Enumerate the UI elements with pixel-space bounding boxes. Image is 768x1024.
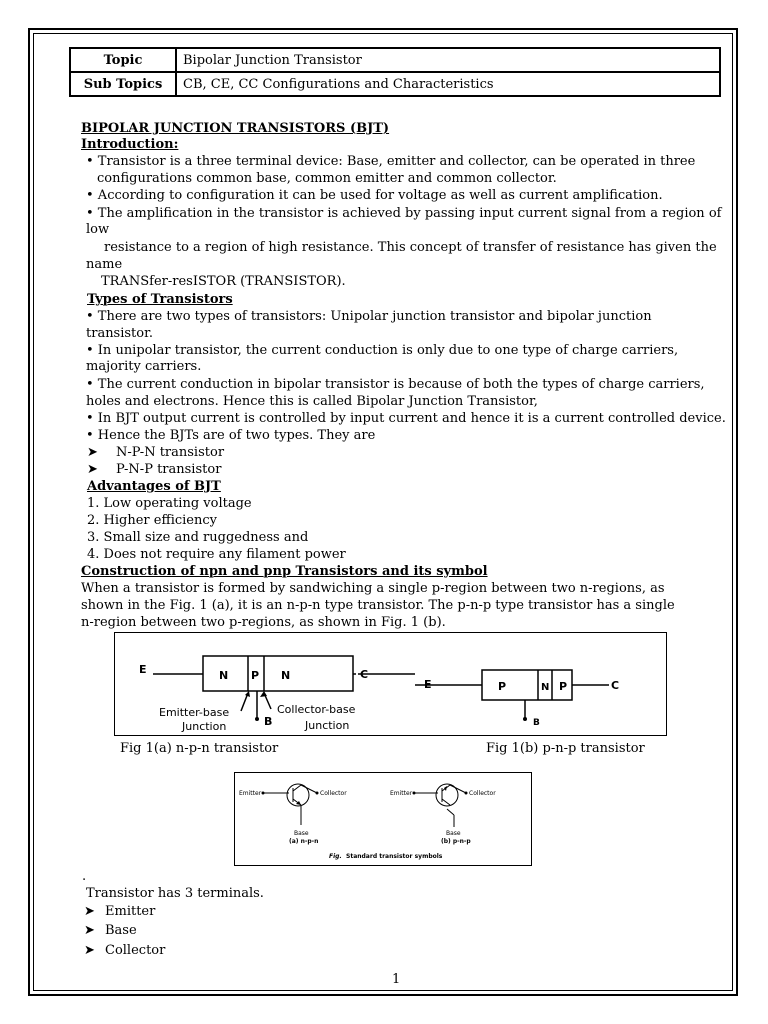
construction-line: n-region between two p-regions, as shown in Fig. 1 (b).: [81, 615, 446, 630]
construction-line: shown in the Fig. 1 (a), it is an n-p-n type transistor. The p-n-p type transistor has a single: [81, 598, 675, 613]
figure1-diagram: [115, 633, 668, 737]
document-title: BIPOLAR JUNCTION TRANSISTORS (BJT): [81, 121, 390, 136]
npn-e-label: E: [139, 663, 147, 676]
intro-line: resistance to a region of high resistance. This concept of transfer of resistance has given the: [104, 240, 717, 255]
types-line: majority carriers.: [86, 359, 202, 374]
advantage-item: 3. Small size and ruggedness and: [87, 530, 309, 545]
figure2-symbols: [235, 773, 533, 867]
topic-value: Bipolar Junction Transistor: [176, 48, 720, 72]
figure1-caption-b: Fig 1(b) p-n-p transistor: [486, 741, 645, 756]
intro-line: • The amplification in the transistor is achieved by passing input current signal from a region of: [86, 206, 722, 221]
types-line: • There are two types of transistors: Unipolar junction transistor and bipolar junction: [86, 309, 652, 324]
pnp-emitter-label: Emitter: [390, 790, 413, 797]
pnp-region-1: P: [498, 680, 507, 693]
npn-c-label: C: [360, 668, 369, 681]
topic-label: Topic: [70, 48, 176, 72]
figure2-caption: Standard transistor symbols: [346, 853, 443, 860]
figure2-box: [234, 772, 532, 866]
stray-dot: .: [82, 869, 87, 884]
npn-region-2: P: [251, 669, 260, 682]
pnp-region-3: P: [559, 680, 568, 693]
advantage-item: 4. Does not require any filament power: [87, 547, 346, 562]
emitter-base-label-1: Emitter-base: [159, 706, 230, 719]
advantage-item: 2. Higher efficiency: [87, 513, 217, 528]
pnp-collector-label: Collector: [469, 790, 496, 797]
pnp-base-label: Base: [446, 830, 461, 837]
type-item: P-N-P transistor: [116, 462, 222, 477]
intro-line: • Transistor is a three terminal device: Base, emitter and collector, can be operated in three: [86, 154, 696, 169]
npn-emitter-label: Emitter: [239, 790, 262, 797]
npn-region-3: N: [281, 669, 291, 682]
npn-collector-label: Collector: [320, 790, 347, 797]
terminals-intro: Transistor has 3 terminals.: [86, 886, 264, 901]
intro-heading: Introduction:: [81, 137, 179, 152]
types-line: holes and electrons. Hence this is called Bipolar Junction Transistor,: [86, 394, 538, 409]
types-line: • The current conduction in bipolar transistor is because of both the types of charge carriers,: [86, 377, 705, 392]
figure1-caption-a: Fig 1(a) n-p-n transistor: [120, 741, 279, 756]
emitter-base-label-2: Junction: [182, 720, 227, 733]
types-line: • Hence the BJTs are of two types. They are: [86, 428, 376, 443]
arrow-bullet-icon: ➤: [84, 943, 95, 958]
intro-line: low: [86, 222, 110, 237]
advantages-heading: Advantages of BJT: [87, 479, 221, 494]
intro-line: name: [86, 257, 123, 272]
intro-line: TRANSfer-resISTOR (TRANSISTOR).: [101, 274, 346, 289]
terminal-item: Collector: [105, 943, 166, 958]
intro-line: • According to configuration it can be used for voltage as well as current amplification.: [86, 188, 663, 203]
arrow-bullet-icon: ➤: [84, 904, 95, 919]
subtopics-label: Sub Topics: [70, 72, 176, 96]
npn-b-label: B: [264, 715, 273, 728]
pnp-e-label: E: [424, 678, 432, 691]
collector-base-label-1: Collector-base: [277, 703, 356, 716]
terminal-item: Emitter: [105, 904, 156, 919]
construction-line: When a transistor is formed by sandwiching a single p-region between two n-regions, as: [81, 581, 665, 596]
figure1-box: [114, 632, 667, 736]
intro-line: configurations common base, common emitter and common collector.: [97, 171, 557, 186]
type-item: N-P-N transistor: [116, 445, 225, 460]
npn-region-1: N: [219, 669, 229, 682]
pnp-c-label: C: [611, 679, 620, 692]
types-line: • In unipolar transistor, the current conduction is only due to one type of charge carriers,: [86, 343, 679, 358]
page-number: 1: [392, 972, 401, 987]
npn-tag: (a) n-p-n: [289, 838, 319, 845]
pnp-tag: (b) p-n-p: [441, 838, 471, 845]
npn-base-label: Base: [294, 830, 309, 837]
topic-row: [70, 48, 720, 72]
figure2-caption-fig: Fig.: [329, 853, 342, 860]
pnp-region-2: N: [541, 682, 550, 693]
construction-heading: Construction of npn and pnp Transistors and its symbol: [81, 564, 488, 579]
types-line: transistor.: [86, 326, 154, 341]
terminal-item: Base: [105, 923, 137, 938]
types-line: • In BJT output current is controlled by input current and hence it is a current controlled device.: [86, 411, 726, 426]
advantage-item: 1. Low operating voltage: [87, 496, 252, 511]
arrow-bullet-icon: ➤: [87, 445, 98, 460]
types-heading: Types of Transistors: [87, 292, 233, 307]
subtopics-value: CB, CE, CC Configurations and Characteristics: [176, 72, 720, 96]
collector-base-label-2: Junction: [305, 719, 350, 732]
topic-table: [69, 47, 721, 97]
arrow-bullet-icon: ➤: [84, 923, 95, 938]
arrow-bullet-icon: ➤: [87, 462, 98, 477]
pnp-b-label: B: [533, 718, 540, 728]
subtopics-row: [70, 72, 720, 96]
